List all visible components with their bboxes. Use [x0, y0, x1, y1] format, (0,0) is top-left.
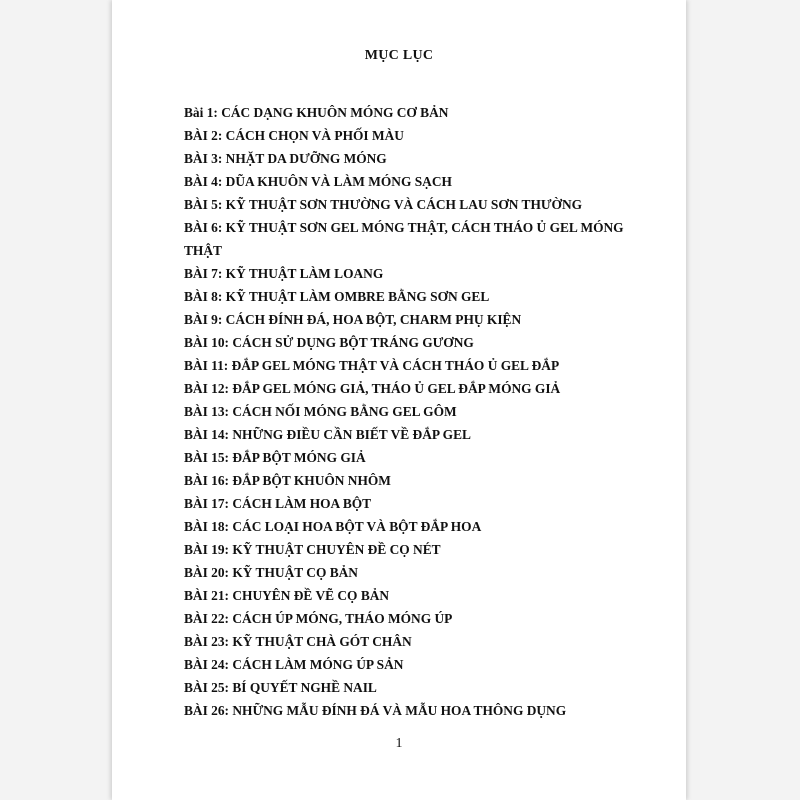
toc-entry: BÀI 4: DŨA KHUÔN VÀ LÀM MÓNG SẠCH [184, 174, 452, 189]
document-page [112, 0, 686, 800]
toc-entry: BÀI 7: KỸ THUẬT LÀM LOANG [184, 266, 384, 281]
toc-entry: BÀI 26: NHỮNG MẪU ĐÍNH ĐÁ VÀ MẪU HOA THÔNG DỤNG [184, 703, 567, 718]
toc-entry: BÀI 14: NHỮNG ĐIỀU CẦN BIẾT VỀ ĐẮP GEL [184, 427, 471, 442]
toc-entry: BÀI 3: NHẶT DA DƯỠNG MÓNG [184, 151, 387, 166]
toc-entry: BÀI 16: ĐẮP BỘT KHUÔN NHÔM [184, 473, 391, 488]
toc-entry: BÀI 5: KỸ THUẬT SƠN THƯỜNG VÀ CÁCH LAU SƠN THƯỜNG [184, 197, 583, 212]
toc-entry: BÀI 24: CÁCH LÀM MÓNG ÚP SẢN [184, 657, 404, 672]
toc-entry: BÀI 23: KỸ THUẬT CHÀ GÓT CHÂN [184, 634, 412, 649]
toc-entry: BÀI 20: KỸ THUẬT CỌ BẢN [184, 565, 358, 580]
toc-entry: BÀI 13: CÁCH NỐI MÓNG BẰNG GEL GÔM [184, 404, 457, 419]
toc-entry: BÀI 17: CÁCH LÀM HOA BỘT [184, 496, 372, 511]
table-of-contents [184, 101, 644, 722]
toc-entry: BÀI 9: CÁCH ĐÍNH ĐÁ, HOA BỘT, CHARM PHỤ KIỆN [184, 312, 522, 327]
toc-entry: BÀI 10: CÁCH SỬ DỤNG BỘT TRÁNG GƯƠNG [184, 335, 474, 350]
toc-entry: BÀI 15: ĐẮP BỘT MÓNG GIẢ [184, 450, 366, 465]
toc-entry: BÀI 18: CÁC LOẠI HOA BỘT VÀ BỘT ĐẮP HOA [184, 519, 482, 534]
toc-entry: BÀI 2: CÁCH CHỌN VÀ PHỐI MÀU [184, 128, 404, 143]
toc-entry: Bài 1: CÁC DẠNG KHUÔN MÓNG CƠ BẢN [184, 105, 449, 120]
toc-entry: BÀI 8: KỸ THUẬT LÀM OMBRE BẰNG SƠN GEL [184, 289, 490, 304]
toc-entry: BÀI 11: ĐẮP GEL MÓNG THẬT VÀ CÁCH THÁO Ủ GEL ĐẮP [184, 358, 560, 373]
toc-entry: BÀI 6: KỸ THUẬT SƠN GEL MÓNG THẬT, CÁCH THÁO Ủ GEL MÓNG THẬT [184, 220, 624, 258]
toc-entry: BÀI 21: CHUYÊN ĐỀ VẼ CỌ BẢN [184, 588, 390, 603]
toc-entry: BÀI 12: ĐẮP GEL MÓNG GIẢ, THÁO Ủ GEL ĐẮP MÓNG GIẢ [184, 381, 561, 396]
page-number: 1 [395, 736, 403, 751]
toc-entry: BÀI 25: BÍ QUYẾT NGHỀ NAIL [184, 680, 377, 695]
toc-entry: BÀI 19: KỸ THUẬT CHUYÊN ĐỀ CỌ NÉT [184, 542, 441, 557]
toc-entry: BÀI 22: CÁCH ÚP MÓNG, THÁO MÓNG ÚP [184, 611, 453, 626]
page-title: MỤC LỤC [364, 48, 434, 63]
